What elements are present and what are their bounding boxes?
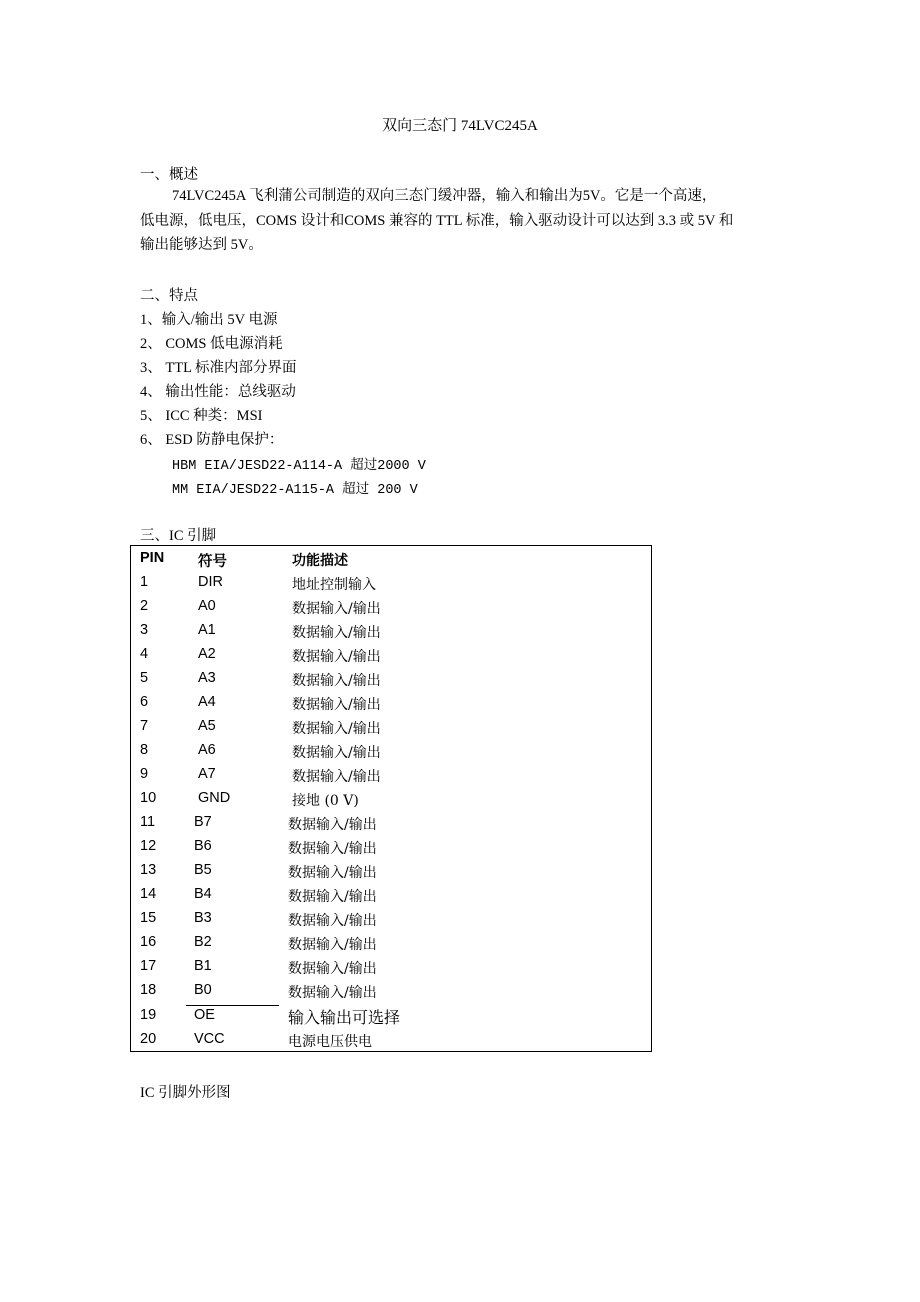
table-row [131, 667, 651, 691]
section-pins-heading: 三、IC 引脚 [140, 528, 217, 544]
pin-symbol: A4 [198, 694, 216, 710]
pin-number: 4 [140, 646, 149, 662]
pin-description: 接地 (0 V) [292, 793, 359, 809]
pin-description: 数据输入/输出 [292, 625, 381, 641]
table-row [131, 619, 651, 643]
pin-symbol: A6 [198, 742, 216, 758]
document-title: 双向三态门 74LVC245A [382, 118, 538, 134]
header-description: 功能描述 [292, 553, 348, 569]
pin-symbol: A1 [198, 622, 216, 638]
feature-item: 6、 ESD 防静电保护： [140, 432, 284, 448]
table-row [131, 1028, 651, 1052]
table-header-row [131, 547, 651, 571]
table-row [131, 763, 651, 787]
pin-symbol: B2 [194, 934, 212, 950]
pin-number: 19 [140, 1007, 157, 1023]
overview-line: 输出能够达到 5V。 [140, 237, 263, 253]
pin-description: 数据输入/输出 [288, 817, 377, 833]
pin-description: 地址控制输入 [292, 577, 376, 593]
pin-symbol: A7 [198, 766, 216, 782]
pin-description: 数据输入/输出 [292, 649, 381, 665]
pin-symbol: A0 [198, 598, 216, 614]
pin-symbol: A3 [198, 670, 216, 686]
table-row [131, 979, 651, 1003]
pin-description: 数据输入/输出 [288, 841, 377, 857]
pin-symbol: DIR [198, 574, 223, 590]
table-row [131, 883, 651, 907]
table-row [131, 787, 651, 811]
table-row [131, 811, 651, 835]
section-features-heading: 二、特点 [140, 288, 198, 304]
pin-description: 数据输入/输出 [292, 769, 381, 785]
pin-description: 数据输入/输出 [292, 697, 381, 713]
pin-number: 17 [140, 958, 157, 974]
table-row [131, 715, 651, 739]
pin-number: 1 [140, 574, 149, 590]
pin-number: 16 [140, 934, 157, 950]
figure-caption: IC 引脚外形图 [140, 1085, 231, 1101]
esd-mm-line: MM EIA/JESD22-A115-A 超过 200 V [172, 483, 418, 498]
overview-line: 74LVC245A 飞利蒲公司制造的双向三态门缓冲器，输入和输出为5V。它是一个高速， [172, 188, 717, 204]
pin-description: 数据输入/输出 [288, 865, 377, 881]
pin-number: 13 [140, 862, 157, 878]
table-row [131, 835, 651, 859]
feature-item: 2、 COMS 低电源消耗 [140, 336, 283, 352]
pin-symbol: A2 [198, 646, 216, 662]
pin-symbol: B4 [194, 886, 212, 902]
table-row [131, 595, 651, 619]
pin-number: 14 [140, 886, 157, 902]
overview-line: 低电源，低电压，COMS 设计和COMS 兼容的 TTL 标准，输入驱动设计可以达到 3.3 或 5V 和 [140, 212, 734, 229]
table-row [131, 931, 651, 955]
header-pin: PIN [140, 550, 165, 566]
table-row [131, 691, 651, 715]
table-row [131, 955, 651, 979]
pin-number: 12 [140, 838, 157, 854]
pin-symbol: B6 [194, 838, 212, 854]
pin-number: 20 [140, 1031, 157, 1047]
pin-number: 3 [140, 622, 149, 638]
pin-number: 18 [140, 982, 157, 998]
table-row [131, 739, 651, 763]
pin-number: 2 [140, 598, 149, 614]
pin-symbol: B0 [194, 982, 212, 998]
section-overview-heading: 一、概述 [140, 167, 198, 183]
pin-description: 数据输入/输出 [292, 745, 381, 761]
pin-symbol: B7 [194, 814, 212, 830]
table-row [131, 1004, 651, 1028]
pin-symbol: VCC [194, 1031, 225, 1047]
feature-item: 3、 TTL 标准内部分界面 [140, 360, 297, 376]
pin-number: 15 [140, 910, 157, 926]
pin-number: 9 [140, 766, 149, 782]
overview-paragraph [140, 184, 780, 258]
header-symbol: 符号 [198, 554, 227, 570]
table-row [131, 907, 651, 931]
pin-description: 输入输出可选择 [288, 1008, 401, 1027]
pin-number: 6 [140, 694, 149, 710]
pin-symbol: B3 [194, 910, 212, 926]
feature-item: 5、 ICC 种类：MSI [140, 408, 263, 424]
pin-symbol: B5 [194, 862, 212, 878]
pin-description: 数据输入/输出 [292, 721, 381, 737]
table-row [131, 643, 651, 667]
pin-number: 11 [140, 814, 156, 830]
pin-description: 数据输入/输出 [292, 673, 381, 689]
pin-table [130, 545, 652, 1052]
pin-symbol: GND [198, 790, 231, 806]
pin-symbol: B1 [194, 958, 212, 974]
pin-description: 数据输入/输出 [292, 601, 381, 617]
table-row [131, 859, 651, 883]
table-row [131, 571, 651, 595]
pin-number: 7 [140, 718, 149, 734]
pin-description: 数据输入/输出 [288, 961, 377, 977]
pin-description: 数据输入/输出 [288, 985, 377, 1001]
feature-item: 4、 输出性能：总线驱动 [140, 384, 296, 400]
feature-item: 1、输入/输出 5V 电源 [140, 312, 278, 328]
pin-number: 10 [140, 790, 157, 806]
pin-description: 电源电压供电 [288, 1034, 372, 1050]
pin-symbol: OE [194, 1007, 215, 1023]
pin-number: 5 [140, 670, 149, 686]
esd-hbm-line: HBM EIA/JESD22-A114-A 超过2000 V [172, 459, 426, 474]
pin-description: 数据输入/输出 [288, 937, 377, 953]
pin-description: 数据输入/输出 [288, 913, 377, 929]
pin-symbol: A5 [198, 718, 216, 734]
pin-number: 8 [140, 742, 149, 758]
pin-description: 数据输入/输出 [288, 889, 377, 905]
